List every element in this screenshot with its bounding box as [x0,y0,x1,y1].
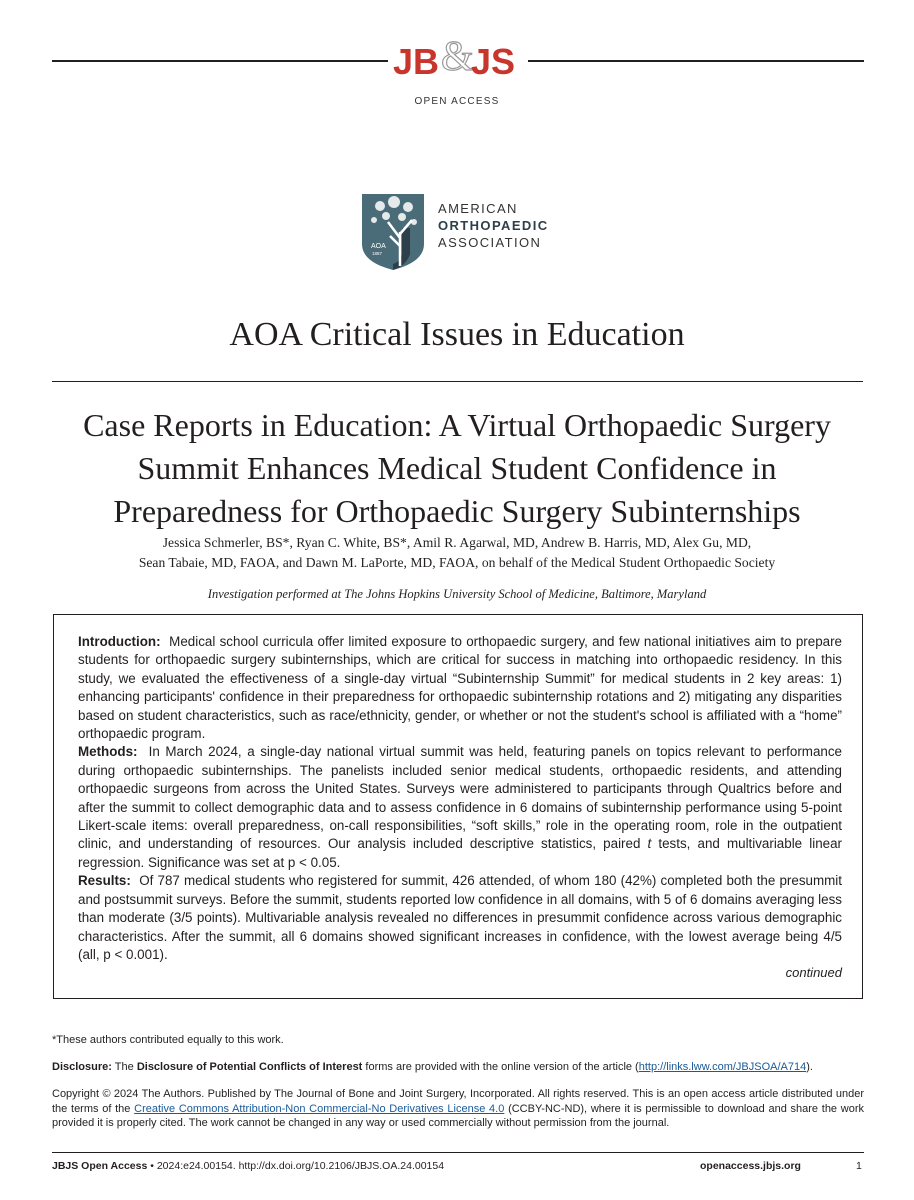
license-link[interactable]: Creative Commons Attribution-Non Commercial-No Derivatives License 4.0 [134,1102,505,1115]
abstract-methods [78,743,842,872]
footer-site: openaccess.jbjs.org [700,1160,801,1172]
article-title [40,404,874,533]
title-line: Case Reports in Education: A Virtual Orthopaedic Surgery [83,407,831,443]
disclosure-pre: The [114,1061,134,1073]
author-list [40,533,874,573]
abstract-box [53,614,863,999]
author-line: Jessica Schmerler, BS*, Ryan C. White, BS*, Amil R. Agarwal, MD, Andrew B. Harris, MD, Alex Gu, MD, [162,535,752,550]
header-rule-left [52,60,388,62]
aoa-wordmark [438,200,549,251]
abstract-introduction [78,633,842,743]
footer-rule [52,1152,864,1153]
author-line: Sean Tabaie, MD, FAOA, and Dawn M. LaPorte, MD, FAOA, on behalf of the Medical Student Orthopaedic Society [138,555,776,570]
section-title: AOA Critical Issues in Education [229,316,685,353]
emblem-year: 1887 [372,251,383,256]
disclosure-note [52,1060,864,1075]
continued-label: continued [785,965,842,980]
disclosure-post: forms are provided with the online version of the article ( [365,1061,639,1073]
jbjs-logo [387,28,529,98]
aoa-line-2: ORTHOPAEDIC [438,218,549,233]
results-label: Results: [78,873,131,889]
copyright-note [52,1087,864,1131]
disclosure-label: Disclosure: [52,1061,112,1073]
methods-text-end: tests, and multivariable linear regression. Significance was set at p < 0.05. [78,836,842,870]
title-line: Preparedness for Orthopaedic Surgery Subinternships [113,493,801,529]
logo-js: JS [471,41,516,82]
abstract-results [78,872,842,964]
aoa-line-1: AMERICAN [438,201,518,216]
emblem-aoa: AOA [371,243,386,250]
disclosure-end: ). [806,1061,813,1073]
copyright-text-end: (CCBY-NC-ND), where it is permissible to download and share the work provided it is properly cited. The work cannot be changed in any way or used commercially without permission from the journal. [52,1102,864,1129]
institution-note: Investigation performed at The Johns Hopkins University School of Medicine, Baltimore, Maryland [207,587,707,601]
section-rule [52,381,863,382]
footer-doi: • 2024:e24.00154. http://dx.doi.org/10.2106/JBJS.OA.24.00154 [150,1160,445,1172]
footer-journal-name: JBJS Open Access [52,1160,148,1172]
logo-jb: JB [393,41,440,82]
footer-citation [52,1160,444,1172]
open-access-label: OPEN ACCESS [414,96,500,107]
methods-text: In March 2024, a single-day national virtual summit was held, featuring panels on topics relevant to performance during orthopaedic subinternships. The panelists included senior medical students, orthopaedic residents, and attending orthopaedic surgeons from across the United States. Surveys were administered to participants through Qualtrics before and after the summit to collect demographic data and to assess confidence in 6 domains of subinternship performance using 5-point Likert-scale items: overall preparedness, on-call responsibilities, “soft skills,” role in the operating room, role in the outpatient clinic, and understanding of resources. Our analysis included descriptive statistics, paired [78,744,842,852]
results-text: Of 787 medical students who registered for summit, 426 attended, of whom 180 (42%) completed both the presummit and postsummit surveys. Before the summit, students reported low confidence in all domains, with 5 of 6 domains averaging less than moderate (3/5 points). Multivariable analysis revealed no differences in presummit confidence across various demographic characteristics. After the summit, all 6 domains showed significant increases in confidence, with the lowest average being 4/5 (all, p < 0.001). [78,873,842,962]
disclosure-link[interactable]: http://links.lww.com/JBJSOA/A714 [638,1061,807,1073]
copyright-text: Copyright © 2024 The Authors. Published by The Journal of Bone and Joint Surgery, Incorporated. All rights reserved. This is an open access article distributed under the terms of the [52,1088,864,1115]
abstract-text [78,633,842,964]
disclosure-bold: Disclosure of Potential Conflicts of Interest [136,1061,363,1073]
aoa-line-3: ASSOCIATION [438,235,542,250]
title-line: Summit Enhances Medical Student Confidence in [137,450,777,486]
page-number: 1 [856,1160,862,1172]
header-rule-right [528,60,864,62]
introduction-text: Medical school curricula offer limited exposure to orthopaedic surgery, and few national initiatives aim to prepare students for orthopaedic surgery subinternships, which are critical for success in matching into orthopaedic residency. In this study, we evaluated the effectiveness of a single-day virtual “Subinternship Summit” for medical students in 2 key areas: 1) enhancing participants' confidence in their preparedness for orthopaedic subinternship rotations and 2) mitigating any disparities based on student characteristics, such as race/ethnicity, gender, or whether or not the student's school is affiliated with a “home” orthopaedic program. [78,634,842,742]
equal-contribution-note: *These authors contributed equally to this work. [52,1034,284,1046]
introduction-label: Introduction: [78,634,161,649]
methods-label: Methods: [78,744,138,760]
aoa-tree-emblem [360,192,426,272]
methods-t-italic: t [647,836,652,852]
logo-amp: & [441,34,474,80]
